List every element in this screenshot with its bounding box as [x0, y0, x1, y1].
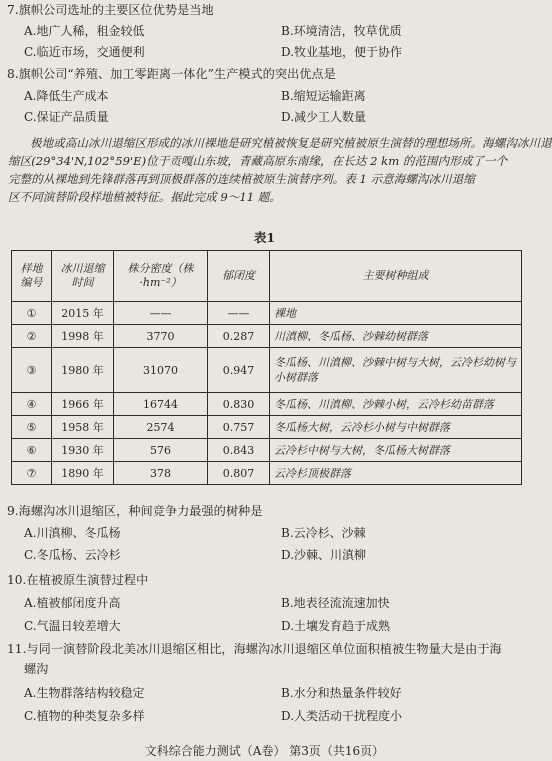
cell-density: 576	[114, 439, 208, 462]
succession-table	[11, 250, 522, 485]
question-8-stem: 8.旗帜公司“养殖、加工零距离一体化”生产模式的突出优点是	[7, 67, 336, 81]
passage-line-4: 区不同演替阶段样地植被特征。据此完成 9～11 题。	[8, 190, 281, 204]
passage-lead: 极地或高山冰川退缩区形成的冰川裸地是研究	[30, 136, 262, 150]
q7-option-b: B.环境清洁，牧草优质	[281, 24, 402, 38]
cell-closure: ——	[208, 302, 270, 325]
question-11-stem: 11.与同一演替阶段北美冰川退缩区相比，海螺沟冰川退缩区单位面积植被生物量大是由于海	[7, 642, 502, 656]
header-retreat-time: 冰川退缩时间	[52, 251, 114, 302]
table-caption: 表1	[253, 230, 276, 245]
cell-closure: 0.947	[208, 348, 270, 393]
cell-year: 1980 年	[52, 348, 114, 393]
q7-option-a: A.地广人稀，租金较低	[24, 24, 145, 38]
cell-year: 1998 年	[52, 325, 114, 348]
q11-option-b: B.水分和热量条件较好	[281, 686, 402, 700]
cell-density: 16744	[114, 393, 208, 416]
q9-option-a: A.川滇柳、冬瓜杨	[24, 526, 121, 540]
cell-species: 裸地	[270, 302, 522, 325]
q8-option-b: B.缩短运输距离	[281, 89, 366, 103]
table-row	[12, 348, 522, 393]
table-row	[12, 416, 522, 439]
header-plot-id: 样地编号	[12, 251, 52, 302]
cell-closure: 0.843	[208, 439, 270, 462]
cell-year: 1930 年	[52, 439, 114, 462]
passage-line-2: 缩区(29°34'N,102°59'E)位于贡嘎山东坡，青藏高原东南缘，在长达 2 km 的范围内形成了一个	[8, 154, 508, 168]
cell-density: 3770	[114, 325, 208, 348]
q8-option-a: A.降低生产成本	[24, 89, 109, 103]
cell-density: 378	[114, 462, 208, 485]
cell-closure: 0.807	[208, 462, 270, 485]
passage-line-1: 植被恢复是研究植被原生演替的理想场所。海螺沟冰川退	[261, 136, 552, 150]
cell-year: 1966 年	[52, 393, 114, 416]
cell-plot: ⑤	[12, 416, 52, 439]
q10-option-b: B.地表径流流速加快	[281, 596, 390, 610]
cell-density: ——	[114, 302, 208, 325]
table-row	[12, 439, 522, 462]
cell-plot: ③	[12, 348, 52, 393]
header-canopy-closure: 郁闭度	[208, 251, 270, 302]
question-9-stem: 9.海螺沟冰川退缩区，种间竞争力最强的树种是	[7, 504, 263, 518]
passage-line-3: 完整的从裸地到先锋群落再到顶极群落的连续植被原生演替序列。表 1 示意海螺沟冰川退缩	[8, 172, 475, 186]
q10-option-d: D.土壤发育趋于成熟	[281, 619, 391, 633]
header-species: 主要树种组成	[270, 251, 522, 302]
q10-option-c: C.气温日较差增大	[24, 619, 121, 633]
cell-plot: ①	[12, 302, 52, 325]
cell-density: 2574	[114, 416, 208, 439]
cell-closure: 0.830	[208, 393, 270, 416]
question-10-stem: 10.在植被原生演替过程中	[7, 573, 149, 587]
table-row	[12, 325, 522, 348]
q11-option-d: D.人类活动干扰程度小	[281, 709, 403, 723]
cell-plot: ⑥	[12, 439, 52, 462]
q11-option-a: A.生物群落结构较稳定	[24, 686, 145, 700]
cell-closure: 0.757	[208, 416, 270, 439]
question-11-stem-cont: 螺沟	[24, 662, 49, 676]
cell-species: 川滇柳、冬瓜杨、沙棘幼树群落	[270, 325, 522, 348]
q9-option-c: C.冬瓜杨、云冷杉	[24, 548, 121, 562]
cell-species: 冬瓜杨、川滇柳、沙棘中树与大树，云冷杉幼树与小树群落	[270, 348, 522, 393]
cell-plot: ②	[12, 325, 52, 348]
q8-option-d: D.减少工人数量	[281, 110, 367, 124]
table-row	[12, 302, 522, 325]
q10-option-a: A.植被郁闭度升高	[24, 596, 121, 610]
cell-year: 1890 年	[52, 462, 114, 485]
cell-plot: ④	[12, 393, 52, 416]
page-footer: 文科综合能力测试（A卷） 第3页（共16页）	[144, 744, 385, 758]
q9-option-b: B.云冷杉、沙棘	[281, 526, 366, 540]
cell-year: 2015 年	[52, 302, 114, 325]
header-density: 株分密度（株·hm⁻²）	[114, 251, 208, 302]
reading-passage	[8, 134, 552, 206]
q7-option-c: C.临近市场，交通便利	[24, 45, 145, 59]
table-row	[12, 462, 522, 485]
q9-option-d: D.沙棘、川滇柳	[281, 548, 367, 562]
cell-closure: 0.287	[208, 325, 270, 348]
question-7-stem: 7.旗帜公司选址的主要区位优势是当地	[7, 3, 214, 17]
table-row	[12, 393, 522, 416]
cell-species: 冬瓜杨大树，云冷杉小树与中树群落	[270, 416, 522, 439]
q8-option-c: C.保证产品质量	[24, 110, 109, 124]
cell-plot: ⑦	[12, 462, 52, 485]
cell-species: 云冷杉中树与大树，冬瓜杨大树群落	[270, 439, 522, 462]
cell-density: 31070	[114, 348, 208, 393]
q7-option-d: D.牧业基地，便于协作	[281, 45, 403, 59]
table-header-row	[12, 251, 522, 302]
cell-species: 云冷杉顶极群落	[270, 462, 522, 485]
cell-species: 冬瓜杨、川滇柳、沙棘小树，云冷杉幼苗群落	[270, 393, 522, 416]
cell-year: 1958 年	[52, 416, 114, 439]
q11-option-c: C.植物的种类复杂多样	[24, 709, 145, 723]
